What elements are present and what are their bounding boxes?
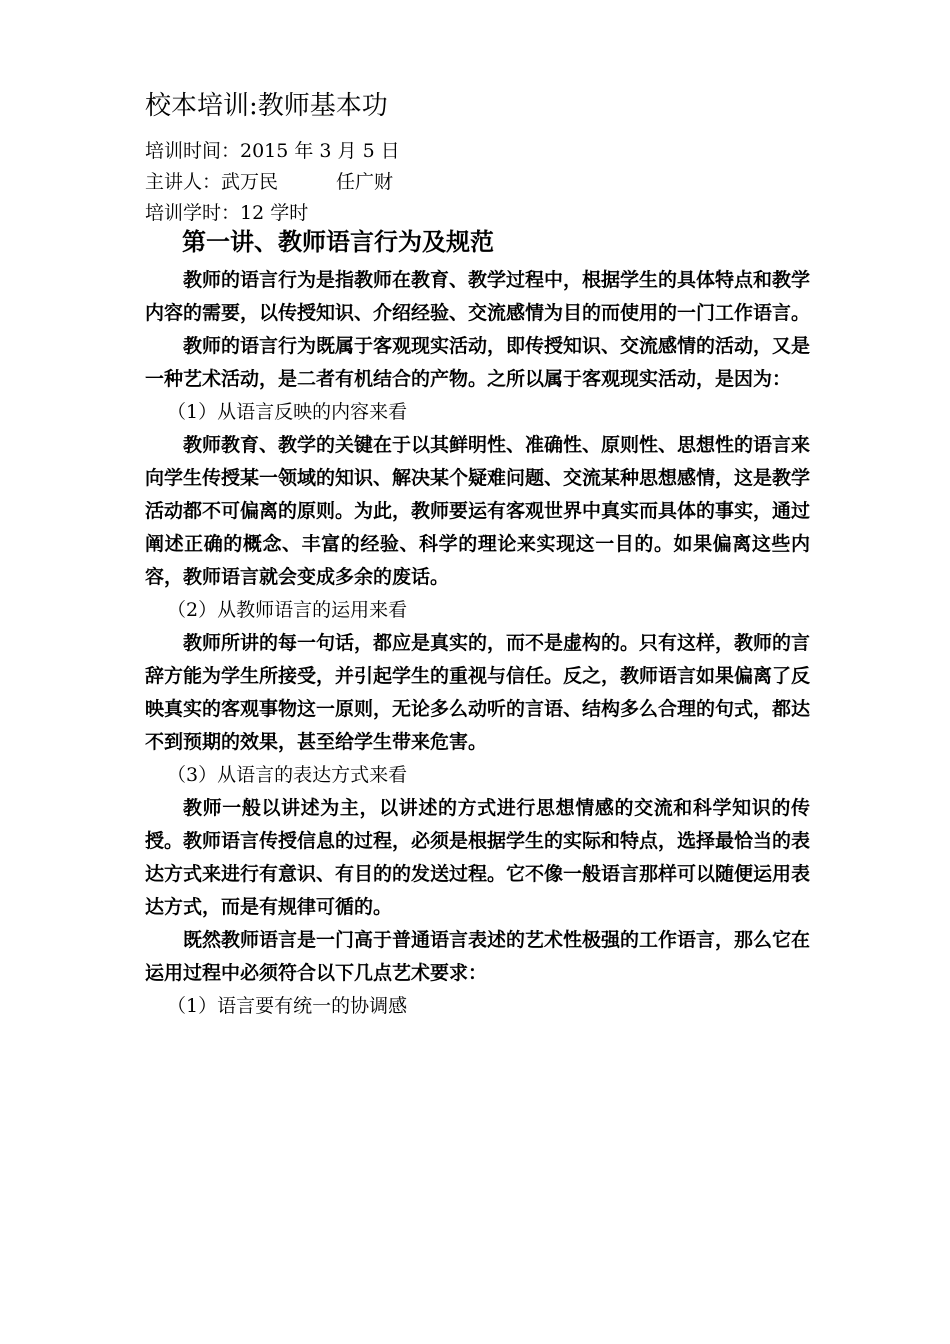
paragraph: 教师的语言行为是指教师在教育、教学过程中，根据学生的具体特点和教学内容的需要，以传授知识、介绍经验、交流感情为目的而使用的一门工作语言。	[145, 269, 811, 324]
lecture-title: 第一讲、教师语言行为及规范	[182, 227, 494, 256]
section-heading: （3）从语言的表达方式来看	[167, 764, 408, 786]
training-hours: 培训学时：12 学时	[145, 202, 309, 224]
section-heading: （2）从教师语言的运用来看	[167, 599, 408, 621]
paragraph: 教师教育、教学的关键在于以其鲜明性、准确性、原则性、思想性的语言来向学生传授某一领域的知识、解决某个疑难问题、交流某种思想感情，这是教学活动都不可偏离的原则。为此，教师要运有客观世界中真实而具体的事实，通过阐述正确的概念、丰富的经验、科学的理论来实现这一目的。如果偏离这些内容，教师语言就会变成多余的废话。	[145, 434, 811, 588]
speaker-2: 任广财	[336, 171, 394, 193]
speaker-1: 主讲人：武万民	[145, 171, 279, 193]
body-text	[145, 264, 810, 1023]
section-heading: （1）从语言反映的内容来看	[167, 401, 408, 423]
training-time: 培训时间：2015 年 3 月 5 日	[145, 140, 400, 162]
section-heading: （1）语言要有统一的协调感	[167, 995, 408, 1017]
paragraph: 既然教师语言是一门高于普通语言表述的艺术性极强的工作语言，那么它在运用过程中必须符合以下几点艺术要求：	[145, 929, 811, 984]
paragraph: 教师所讲的每一句话，都应是真实的，而不是虚构的。只有这样，教师的言辞方能为学生所接受，并引起学生的重视与信任。反之，教师语言如果偏离了反映真实的客观事物这一原则，无论多么动听的言语、结构多么合理的句式，都达不到预期的效果，甚至给学生带来危害。	[145, 632, 811, 753]
speakers-line	[145, 168, 393, 196]
paragraph: 教师一般以讲述为主，以讲述的方式进行思想情感的交流和科学知识的传授。教师语言传授信息的过程，必须是根据学生的实际和特点，选择最恰当的表达方式来进行有意识、有目的的发送过程。它不像一般语言那样可以随便运用表达方式，而是有规律可循的。	[145, 797, 811, 918]
paragraph: 教师的语言行为既属于客观现实活动，即传授知识、交流感情的活动，又是一种艺术活动，是二者有机结合的产物。之所以属于客观现实活动，是因为：	[145, 335, 811, 390]
document-title: 校本培训:教师基本功	[145, 91, 388, 121]
